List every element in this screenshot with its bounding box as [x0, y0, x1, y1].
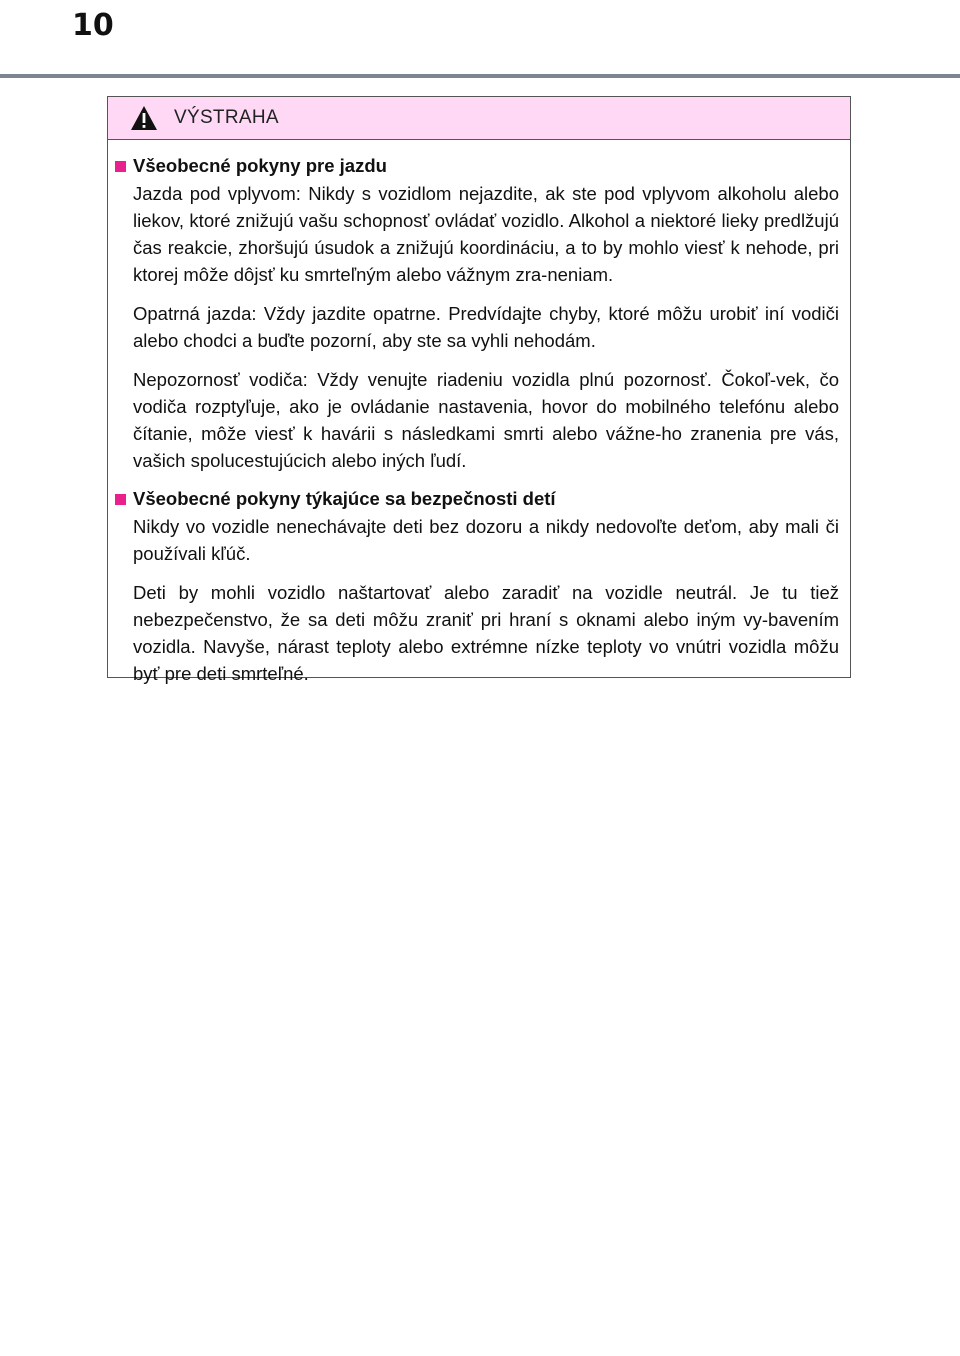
section-child-safety	[115, 486, 839, 687]
section-heading	[115, 486, 839, 512]
warning-triangle-icon	[130, 105, 158, 131]
paragraph: Nikdy vo vozidle nenechávajte deti bez dozoru a nikdy nedovoľte deťom, aby mali či používali kľúč.	[133, 516, 839, 564]
paragraph: Opatrná jazda: Vždy jazdite opatrne. Predvídajte chyby, ktoré môžu urobiť iní vodiči alebo chodci a buďte pozorní, aby ste sa vyhli nehodám.	[133, 303, 839, 351]
section-heading-text: Všeobecné pokyny týkajúce sa bezpečnosti detí	[133, 488, 556, 509]
page-number: 10	[72, 8, 114, 43]
section-bullet-icon	[115, 161, 126, 172]
paragraph: Nepozornosť vodiča: Vždy venujte riadeniu vozidla plnú pozornosť. Čokoľ-vek, čo vodiča rozptyľuje, ako je ovládanie nastavenia, hovor do mobilného telefónu alebo čítanie, môže viesť k havárii s následkami smrti alebo vážne-ho zranenia pre vás, vašich spolucestujúcich alebo iných ľudí.	[133, 369, 839, 471]
section-heading	[115, 153, 839, 179]
warning-body	[108, 140, 850, 687]
section-bullet-icon	[115, 494, 126, 505]
header-rule	[0, 74, 960, 78]
section-heading-text: Všeobecné pokyny pre jazdu	[133, 155, 387, 176]
paragraph: Deti by mohli vozidlo naštartovať alebo zaradiť na vozidle neutrál. Je tu tiež nebezpečenstvo, že sa deti môžu zraniť pri hraní s oknami alebo iným vy-bavením vozidla. Navyše, nárast teploty alebo extrémne nízke teploty vo vnútri vozidla môžu byť pre deti smrteľné.	[133, 582, 839, 684]
warning-title: VÝSTRAHA	[174, 107, 279, 128]
warning-header	[108, 97, 850, 140]
section-driving	[115, 153, 839, 474]
paragraph: Jazda pod vplyvom: Nikdy s vozidlom nejazdite, ak ste pod vplyvom alkoholu alebo liekov, ktoré znižujú vašu schopnosť ovládať vozidlo. Alkohol a niektoré lieky predlžujú čas reakcie, zhoršujú úsudok a znižujú koordináciu, a to by mohlo viesť k nehode, pri ktorej môže dôjsť ku smrteľným alebo vážnym zra-neniam.	[133, 183, 839, 285]
warning-box	[107, 96, 851, 684]
